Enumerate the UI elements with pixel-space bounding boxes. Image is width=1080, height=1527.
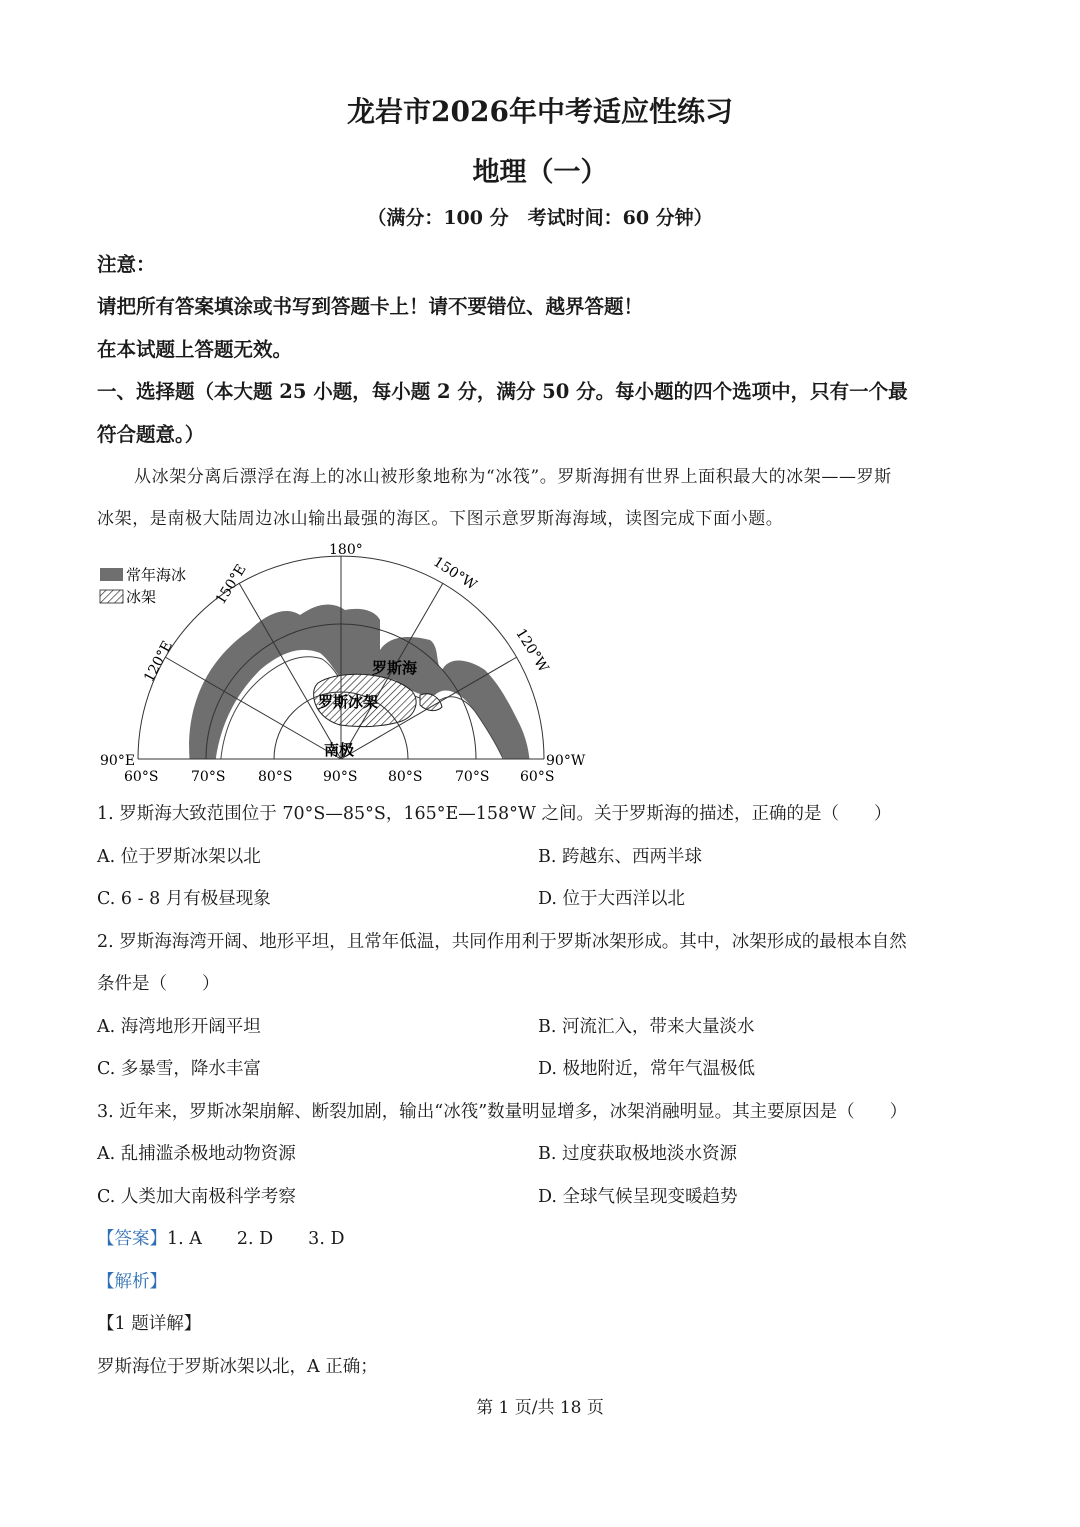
ross-ice-shelf-label: 罗斯冰架 (318, 693, 379, 711)
lon-90e-label: 90°E (100, 753, 136, 769)
section-heading-line-1: 一、选择题（本大题 25 小题，每小题 2 分，满分 50 分。每小题的四个选项中，只有一个最 (97, 380, 908, 403)
intro-line-2: 冰架，是南极大陆周边冰山输出最强的海区。下图示意罗斯海海域，读图完成下面小题。 (97, 509, 784, 529)
subject-title: 地理（一） (472, 157, 608, 188)
lat-tick-label: 70°S (191, 769, 226, 785)
lon-150w-label: 150°W (430, 553, 480, 594)
question-3-stem: 3. 近年来，罗斯冰架崩解、断裂加剧，输出“冰筏”数量明显增多，冰架消融明显。其主要原因是（ ） (97, 1102, 908, 1122)
score-time: （满分：100 分 考试时间：60 分钟） (367, 207, 713, 229)
lat-tick-label: 70°S (455, 769, 490, 785)
legend-ice-shelf-swatch (100, 590, 123, 603)
lat-tick-label: 60°S (124, 769, 159, 785)
question-2-option-d: D. 极地附近，常年气温极低 (538, 1059, 756, 1079)
question-2-option-c: C. 多暴雪，降水丰富 (97, 1059, 261, 1079)
question-1-option-d: D. 位于大西洋以北 (538, 889, 686, 909)
lat-tick-label: 80°S (258, 769, 293, 785)
question-2-stem-line-1: 2. 罗斯海海湾开阔、地形平坦，且常年低温，共同作用利于罗斯冰架形成。其中，冰架形成的最根本自然 (97, 932, 907, 952)
answer-line (97, 1225, 344, 1250)
page-footer: 第 1 页/共 18 页 (476, 1398, 604, 1418)
legend-sea-ice-swatch (100, 568, 123, 581)
exam-title: 龙岩市2026年中考适应性练习 (347, 95, 733, 128)
notice-line-1: 请把所有答案填涂或书写到答题卡上！请不要错位、越界答题！ (97, 295, 644, 318)
south-pole-label: 南极 (324, 741, 355, 759)
lon-120e-label: 120°E (141, 638, 176, 685)
question-3-option-b: B. 过度获取极地淡水资源 (538, 1144, 737, 1164)
lon-90w-label: 90°W (546, 753, 586, 769)
q1-detail-text: 罗斯海位于罗斯冰架以北，A 正确； (97, 1357, 378, 1377)
intro-line-1: 从冰架分离后漂浮在海上的冰山被形象地称为“冰筏”。罗斯海拥有世界上面积最大的冰架——罗斯 (134, 467, 892, 487)
question-2-stem-line-2: 条件是（ ） (97, 974, 220, 994)
q1-detail-label: 【1 题详解】 (97, 1314, 202, 1334)
question-1-stem: 1. 罗斯海大致范围位于 70°S—85°S，165°E—158°W 之间。关于罗斯海的描述，正确的是（ ） (97, 804, 892, 824)
notice-line-2: 在本试题上答题无效。 (97, 338, 293, 361)
question-3-option-a: A. 乱捕滥杀极地动物资源 (97, 1144, 296, 1164)
answer-text: 1. A 2. D 3. D (167, 1229, 345, 1249)
lat-tick-label: 60°S (520, 769, 555, 785)
answer-label: 【答案】 (97, 1229, 167, 1249)
question-1-option-c: C. 6 - 8 月有极昼现象 (97, 889, 271, 909)
question-2-option-a: A. 海湾地形开阔平坦 (97, 1017, 261, 1037)
legend-sea-ice-label: 常年海冰 (126, 566, 187, 584)
question-2-option-b: B. 河流汇入，带来大量淡水 (538, 1017, 755, 1037)
ross-sea-label: 罗斯海 (372, 659, 418, 677)
lon-180-label: 180° (329, 542, 363, 558)
question-3-option-d: D. 全球气候呈现变暖趋势 (538, 1187, 738, 1207)
question-1-option-b: B. 跨越东、西两半球 (538, 847, 702, 867)
analysis-label: 【解析】 (97, 1272, 167, 1292)
legend-ice-shelf-label: 冰架 (126, 588, 157, 606)
lat-tick-label: 90°S (323, 769, 358, 785)
lat-tick-label: 80°S (388, 769, 423, 785)
section-heading-line-2: 符合题意。） (97, 423, 205, 446)
notice-label: 注意： (97, 253, 156, 276)
lon-150e-label: 150°E (212, 561, 250, 608)
question-3-option-c: C. 人类加大南极科学考察 (97, 1187, 296, 1207)
question-1-option-a: A. 位于罗斯冰架以北 (97, 847, 261, 867)
lon-120w-label: 120°W (512, 626, 552, 676)
ross-sea-map (90, 535, 610, 790)
